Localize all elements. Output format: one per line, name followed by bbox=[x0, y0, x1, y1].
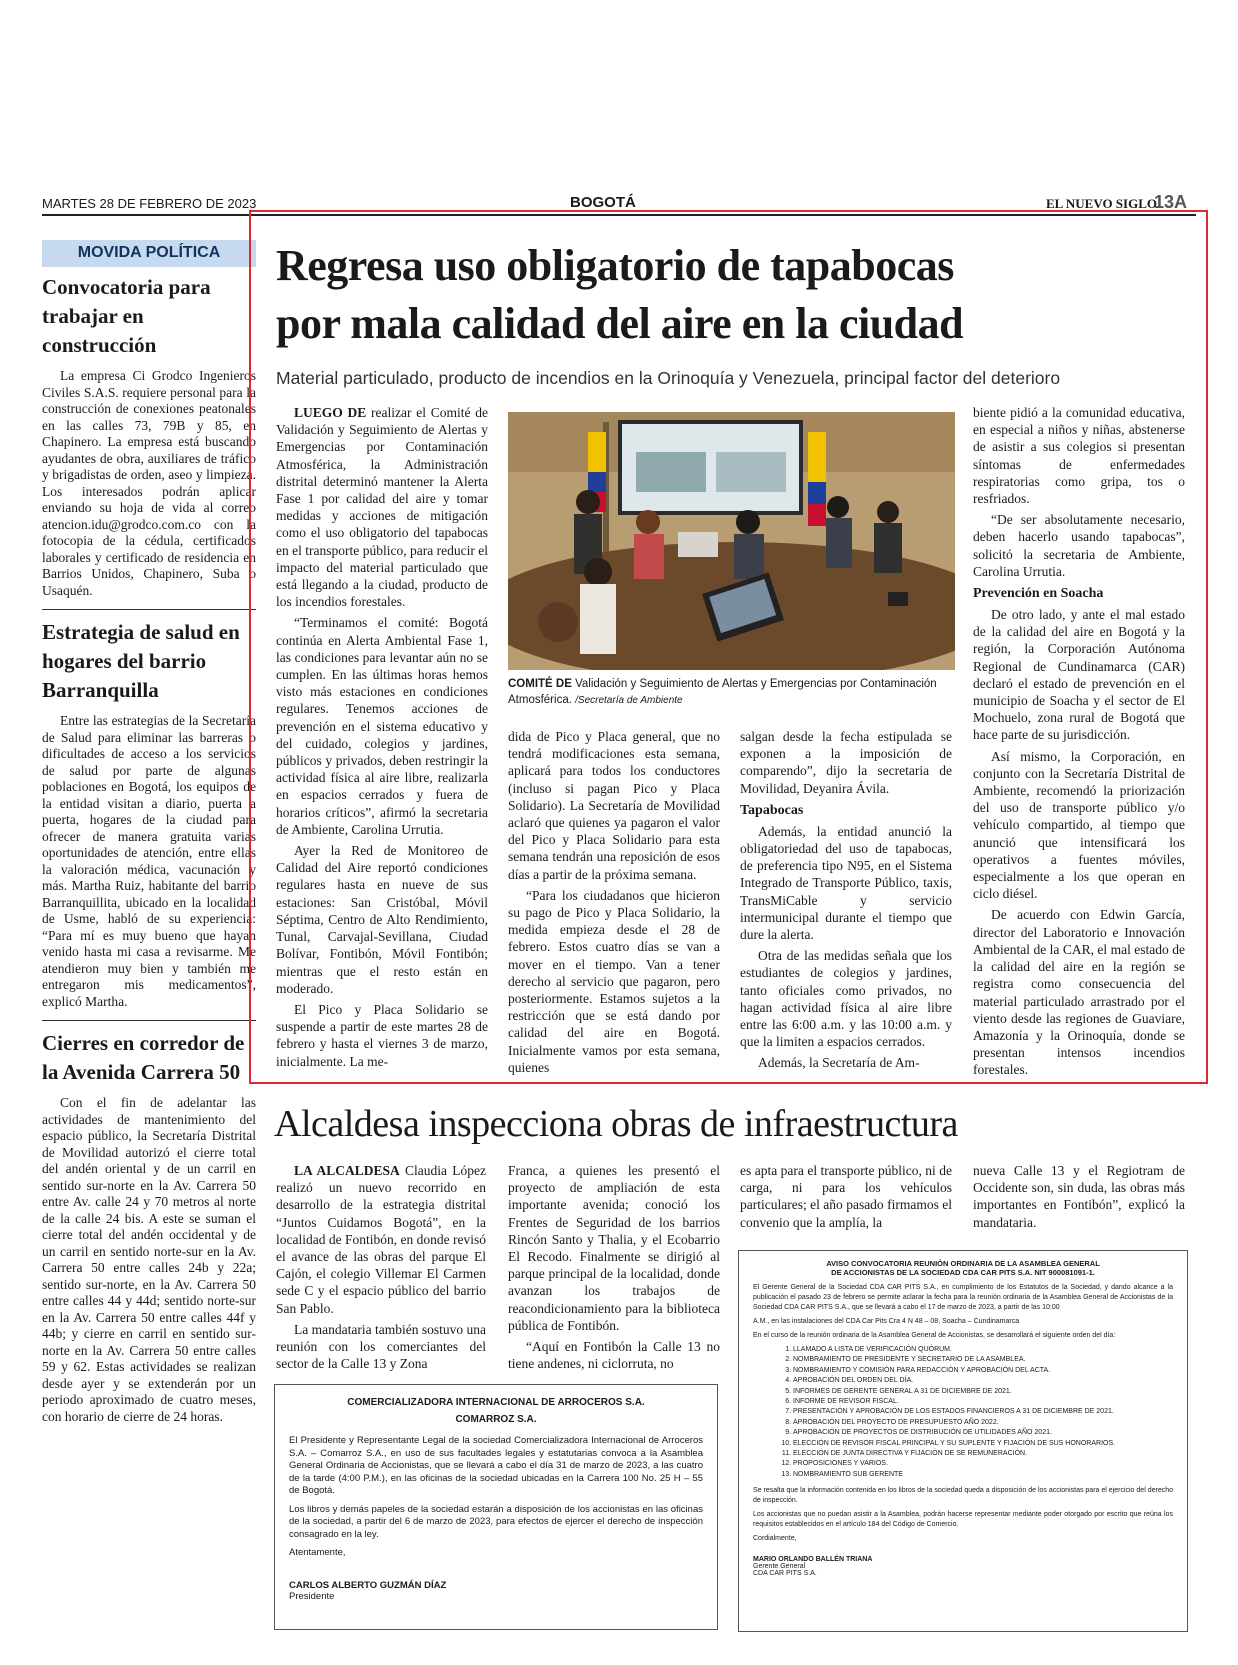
sidebar-label: MOVIDA POLÍTICA bbox=[42, 240, 256, 267]
paragraph bbox=[276, 404, 488, 610]
sidebar-story-title: Convocatoria para trabajar en construcción bbox=[42, 275, 211, 357]
agenda-item: 11. ELECCIÓN DE JUNTA DIRECTIVA Y FIJACIÓN DE SE REMUNERACIÓN. bbox=[793, 1449, 1173, 1459]
sidebar-story-body: Con el fin de adelantar las actividades de mantenimiento del espacio público, la Secretaría Distrital de Movilidad autorizó el cierre total del andén oriental y de un carril en sentido sur-norte en la Av. Carrera 50 entre Av. calle 24 y 70 metros al norte de la calle 24 bis. A este se suman el cierre total del andén occidental y de un carril en sentido norte-sur en la Av. Carrera 50 entre calles 24b y 22a; sentido sur-norte, en la Av. Carrera 50 entre calles 44 y 44d; sentido norte-sur en la Av. Carrera 50 entre calles 44f y 44b; y cierre en carril en sentido sur-norte en la Av. Carrera 50 entre calles 59 y 62. Estas actividades se realizan desde ayer y se extenderán por un periodo aproximado de cuatro meses, con horario de cierre de 24 horas. bbox=[42, 1095, 256, 1424]
masthead-page: 13A bbox=[1154, 192, 1188, 212]
notice-signer: CARLOS ALBERTO GUZMÁN DÍAZ bbox=[289, 1579, 447, 1591]
sidebar-story-body: Entre las estrategias de la Secretaría de Salud para eliminar las barreras o dificultades de acceso a los servicios de salud por parte de algunas poblaciones en Bogotá, los equipos de la entidad visitan a diario, puerta a puerta, hogares de la ciudad para ofrecer de manera gratuita varias oportunidades de atención, entre ellas la valoración médica, vacunación y más. Martha Ruiz, habitante del barrio Barranquillita, ubicado en la localidad de Usme, habló de su experiencia: “Para mí es muy bueno que hayan venido hasta mi casa a revisarme. Me atendieron muy bien y también me entregaron mis medicamentos”, explicó Martha. bbox=[42, 713, 256, 1009]
main-col-4 bbox=[973, 404, 1185, 1083]
sidebar-story-body: La empresa Ci Grodco Ingenieros Civiles S.A.S. requiere personal para la construcción de conexiones peatonales en las calles 73, 79B y 85, en Chapinero. La empresa está buscando ayudantes de obra, auxiliares de tráfico y brigadistas de orden, aseo y limpieza. Los interesados podrán aplicar enviando su hoja de vida al correo atencion.idu@grodco.com.co con la fotocopia de la cédula, certificados laborales y certificado de residencia en Barrios Unidos, Chapinero, Suba o Usaquén. bbox=[42, 368, 256, 598]
paragraph: Franca, a quienes les presentó el proyecto de ampliación de esta importante avenida; conoció los Frentes de Seguridad de los barrios Rincón Santo y Thalia, y el Ecobarrio El Recodo. Finalmente se dirigió al parque principal de la localidad, donde avanzan los trabajos de reacondicionamiento para la biblioteca pública de Fontibón. bbox=[508, 1163, 720, 1333]
agenda-item: 5. INFORMES DE GERENTE GENERAL A 31 DE DICIEMBRE DE 2021. bbox=[793, 1387, 1173, 1397]
agenda-item: 12. PROPOSICIONES Y VARIOS. bbox=[793, 1459, 1173, 1469]
paragraph: “De ser absolutamente necesario, deben hacerlo usando tapabocas”, solicitó la secretaria de Ambiente, Carolina Urrutia. bbox=[973, 512, 1185, 579]
notice-paragraph: Se resalta que la información contenida en los libros de la sociedad queda a disposición de los accionistas para el ejercicio del derecho de inspección. bbox=[753, 1487, 1173, 1505]
main-col-3 bbox=[740, 728, 952, 1076]
main-col-2 bbox=[508, 728, 720, 1080]
paragraph: Además, la entidad anunció la obligatoriedad del uso de tapabocas, de preferencia tipo N95, en el Sistema Integrado de Transporte Público, taxis, TransMiCable y servicio intermunicipal durante el tiempo que dure la alerta. bbox=[740, 823, 952, 943]
agenda-item: 8. APROBACIÓN DEL PROYECTO DE PRESUPUESTO AÑO 2022. bbox=[793, 1418, 1173, 1428]
paragraph: dida de Pico y Placa general, que no tendrá modificaciones esta semana, aplicará para todos los conductores (incluso si pagan Pico y Placa Solidario). La Secretaría de Movilidad aclaró que quienes ya pagaron el valor del Pico y Placa Solidario para esta semana tendrán una reposición de esos días a partir de la próxima semana. bbox=[508, 729, 720, 882]
paragraph: “Aquí en Fontibón la Calle 13 no tiene andenes, ni ciclorruta, no bbox=[508, 1339, 720, 1372]
second-col-1 bbox=[276, 1162, 486, 1376]
agenda-item: 7. PRESENTACIÓN Y APROBACIÓN DE LOS ESTADOS FINANCIEROS A 31 DE DICIEMBRE DE 2021. bbox=[793, 1407, 1173, 1417]
paragraph: es apta para el transporte público, ni de carga, ni para los vehículos particulares; el año pasado firmamos el convenio que la amplía, la bbox=[740, 1163, 952, 1230]
caption-text: Validación y Seguimiento de Alertas y Emergencias por Contaminación Atmosférica. bbox=[508, 678, 937, 706]
main-headline-line-1: Regresa uso obligatorio de tapabocas bbox=[276, 241, 954, 290]
paragraph bbox=[276, 1162, 486, 1317]
sidebar-story-title: Cierres en corredor de la Avenida Carrera 50 bbox=[42, 1031, 245, 1084]
notice-closing: Atentamente, bbox=[289, 1547, 346, 1558]
notice-signer: MARIO ORLANDO BALLÉN TRIANA bbox=[753, 1556, 873, 1564]
agenda-list bbox=[753, 1345, 1173, 1480]
paragraph: “Terminamos el comité: Bogotá continúa en Alerta Ambiental Fase 1, las condiciones para levantar aún no se cumplen. En las últimas horas hemos visto más estaciones en condiciones regulares. Tenemos acciones de prevención en el sistema educativo y del cuidado, colegios y jardines, públicos y privados, deben restringir la actividad física al aire libre, realizarla en espacios cerrados y fuera de horarios críticos”, afirmó la secretaria de Ambiente, Carolina Urrutia. bbox=[276, 615, 488, 837]
agenda-item: 3. NOMBRAMIENTO Y COMISIÓN PARA REDACCIÓN Y APROBACIÓN DEL ACTA. bbox=[793, 1366, 1173, 1376]
notice-paragraph: El Presidente y Representante Legal de la sociedad Comercializadora Internacional de Arroceros S.A. – Comarroz S.A., en uso de sus facultades legales y estatutarias convoca a la Asamblea General Ordinaria de Accionistas, que se llevará a cabo el día 31 de marzo de 2023, a las cuatro de la tarde (4:00 P.M.), en las oficinas de la sociedad ubicadas en la Carrera 100 No. 25 H – 55 de Bogotá. bbox=[289, 1435, 703, 1496]
agenda-item: 13. NOMBRAMIENTO SUB GERENTE bbox=[793, 1470, 1173, 1480]
second-headline: Alcaldesa inspecciona obras de infraestructura bbox=[274, 1103, 958, 1145]
legal-notice-comarroz bbox=[274, 1384, 718, 1630]
main-headline-line-2: por mala calidad del aire en la ciudad bbox=[276, 299, 964, 348]
notice-role: Presidente bbox=[289, 1590, 335, 1602]
paragraph: biente pidió a la comunidad educativa, en especial a niños y niñas, abstenerse de asistir a sus colegios si presentan síntomas de enfermedades respiratorias como gripa, tos o resfriados. bbox=[973, 405, 1185, 507]
masthead-date: MARTES 28 DE FEBRERO DE 2023 bbox=[42, 196, 257, 211]
second-col-3 bbox=[740, 1162, 952, 1235]
agenda-item: 1. LLAMADO A LISTA DE VERIFICACIÓN QUÓRUM. bbox=[793, 1345, 1173, 1355]
agenda-item: 10. ELECCIÓN DE REVISOR FISCAL PRINCIPAL Y SU SUPLENTE Y FIJACIÓN DE SUS HONORARIOS. bbox=[793, 1439, 1173, 1449]
paragraph: Así mismo, la Corporación, en conjunto con la Secretaría Distrital de Ambiente, recomendó la priorización del uso de transporte público y/o vehículo compartido, al tiempo que anunció que intensificará los operativos a fuentes móviles, especialmente a los que operan en ciclo diésel. bbox=[973, 748, 1185, 902]
notice-company: CDA CAR PITS S.A. bbox=[753, 1570, 817, 1578]
notice-subtitle: DE ACCIONISTAS DE LA SOCIEDAD CDA CAR PITS S.A. NIT 900081091-1. bbox=[831, 1268, 1095, 1277]
paragraph: Otra de las medidas señala que los estudiantes de colegios y jardines, tanto oficiales como privados, no hagan actividad física al aire libre entre las 6:00 a.m. y las 10:00 a.m. y que la limiten a espacios cerrados. bbox=[740, 948, 952, 1050]
main-subhead: Material particulado, producto de incendios en la Orinoquía y Venezuela, principal factor del deterioro bbox=[276, 368, 1061, 388]
notice-paragraph: A.M., en las instalaciones del CDA Car Pits Cra 4 N 48 – 08, Soacha – Cundinamarca bbox=[753, 1318, 1020, 1325]
paragraph-text: Claudia López realizó un nuevo recorrido en desarrollo de la estrategia distrital “Juntos Cuidamos Bogotá”, en la localidad de Fontibón, en donde revisó el avance de las obras del parque El Cajón, el colegio Villemar El Carmen sede C y el espacio público del barrio San Pablo. bbox=[276, 1163, 486, 1316]
meeting-photo-illustration bbox=[508, 412, 955, 670]
lead-in: LUEGO DE bbox=[294, 405, 367, 420]
news-photo bbox=[508, 412, 955, 670]
paragraph: “Para los ciudadanos que hicieron su pago de Pico y Placa Solidario, la medida empieza desde el 28 de febrero. Estos cuatro días se van a mover en el tiempo. Van a tener derecho al servicio que pagaron, pero posteriormente. Estamos sujetos a la restricción que se está dando por calidad del aire en Bogotá. Inicialmente vamos por esta semana, quienes bbox=[508, 887, 720, 1075]
photo-caption bbox=[508, 676, 958, 709]
notice-paragraph: El Gerente General de la Sociedad CDA CAR PITS S.A., en cumplimiento de los Estatutos de la Sociedad, y dando alcance a la publicación el pasado 23 de febrero se permite aclarar la fecha para la reunión ordinaria de la Asamblea General de Accionistas de la Sociedad CDA CAR PITS S.A., que se llevará a cabo el 17 de marzo de 2023, a partir de las 10:00 bbox=[753, 1284, 1173, 1311]
notice-paragraph: Los libros y demás papeles de la sociedad estarán a disposición de los accionistas en las oficinas de la sociedad, a partir del 6 de marzo de 2023, para efectos de ejercer el derecho de inspección consagrado en la ley. bbox=[289, 1503, 703, 1540]
caption-lead: COMITÉ DE bbox=[508, 678, 572, 690]
agenda-item: 2. NOMBRAMIENTO DE PRESIDENTE Y SECRETARIO DE LA ASAMBLEA. bbox=[793, 1355, 1173, 1365]
sidebar bbox=[42, 240, 256, 1425]
masthead-section: BOGOTÁ bbox=[570, 194, 636, 211]
notice-title: COMERCIALIZADORA INTERNACIONAL DE ARROCEROS S.A. bbox=[347, 1397, 645, 1408]
agenda-item: 4. APROBACIÓN DEL ORDEN DEL DÍA. bbox=[793, 1376, 1173, 1386]
notice-paragraph: En el curso de la reunión ordinaria de la Asamblea General de Accionistas, se desarrollará el siguiente orden del día: bbox=[753, 1332, 1116, 1339]
notice-paragraph: Los accionistas que no puedan asistir a la Asamblea, podrán hacerse representar mediante poder otorgado por escrito que reúna los requisitos establecidos en el artículo 184 del Código de Comercio. bbox=[753, 1511, 1173, 1529]
caption-credit: /Secretaría de Ambiente bbox=[575, 695, 683, 706]
masthead-paper: EL NUEVO SIGLO bbox=[1046, 196, 1157, 211]
notice-title: AVISO CONVOCATORIA REUNIÓN ORDINARIA DE LA ASAMBLEA GENERAL bbox=[826, 1259, 1100, 1268]
paragraph-text: realizar el Comité de Validación y Seguimiento de Alertas y Emergencias por Contaminación Atmosférica, la Administración distrital determinó mantener la Alerta Fase 1 por calidad del aire y tomar medidas y acciones de mitigación como el uso obligatorio del tapabocas en el transporte público, para reducir el impacto del material particulado que está llegando a la ciudad, producto de los incendios forestales. bbox=[276, 405, 489, 610]
section-heading: Tapabocas bbox=[740, 802, 804, 818]
paragraph: De otro lado, y ante el mal estado de la calidad del aire en Bogotá y la región, la Corporación Autónoma Regional de Cundinamarca (CAR) declaró el estado de prevención en el municipio de Soacha y el sector de El Mochuelo, zona rural de Bogotá que hace parte de su jurisdicción. bbox=[973, 607, 1185, 743]
paragraph: La mandataria también sostuvo una reunión con los comerciantes del sector de la Calle 13 y Zona bbox=[276, 1321, 486, 1372]
divider bbox=[42, 609, 256, 610]
notice-role: Gerente General bbox=[753, 1563, 806, 1571]
section-heading: Prevención en Soacha bbox=[973, 586, 1104, 602]
divider bbox=[42, 1020, 256, 1021]
second-col-4 bbox=[973, 1162, 1185, 1235]
paragraph: Además, la Secretaría de Am- bbox=[758, 1055, 920, 1071]
paragraph: Ayer la Red de Monitoreo de Calidad del Aire reportó condiciones regulares hasta en nueve de sus estaciones: San Cristóbal, Móvil Séptima, Centro de Alto Rendimiento, Tunal, Carvajal-Sevillana, Ciudad Bolívar, Fontibón, Móvil Fontibón; mientras que el resto están en moderado. bbox=[276, 843, 488, 996]
notice-subtitle: COMARROZ S.A. bbox=[455, 1414, 537, 1425]
agenda-item: 6. INFORME DE REVISOR FISCAL. bbox=[793, 1397, 1173, 1407]
paragraph: salgan desde la fecha estipulada se exponen a la imposición de comparendo”, dijo la secretaria de Movilidad, Deyanira Ávila. bbox=[740, 729, 952, 796]
second-col-2 bbox=[508, 1162, 720, 1376]
legal-notice-cda-car-pits bbox=[738, 1250, 1188, 1632]
paragraph: nueva Calle 13 y el Regiotram de Occidente son, sin duda, las obras más importantes en Fontibón”, explicó la mandataria. bbox=[973, 1163, 1185, 1230]
paragraph: De acuerdo con Edwin García, director del Laboratorio e Innovación Ambiental de la CAR, el mal estado de la calidad del aire en la región se registra como consecuencia del material particulado arrastrado por el viento desde las regiones de Guaviare, Amazonía y la Orinoquía, donde se presentan intensos incendios forestales. bbox=[973, 907, 1185, 1078]
sidebar-story-title: Estrategia de salud en hogares del barrio Barranquilla bbox=[42, 620, 240, 702]
lead-in: LA ALCALDESA bbox=[294, 1163, 400, 1178]
agenda-item: 9. APROBACIÓN DE PROYECTOS DE DISTRIBUCIÓN DE UTILIDADES AÑO 2021. bbox=[793, 1428, 1173, 1438]
paragraph: El Pico y Placa Solidario se suspende a partir de este martes 28 de febrero y hasta el viernes 3 de marzo, inicialmente. La me- bbox=[276, 1001, 488, 1069]
main-col-1 bbox=[276, 404, 488, 1074]
notice-closing: Cordialmente, bbox=[753, 1535, 797, 1543]
